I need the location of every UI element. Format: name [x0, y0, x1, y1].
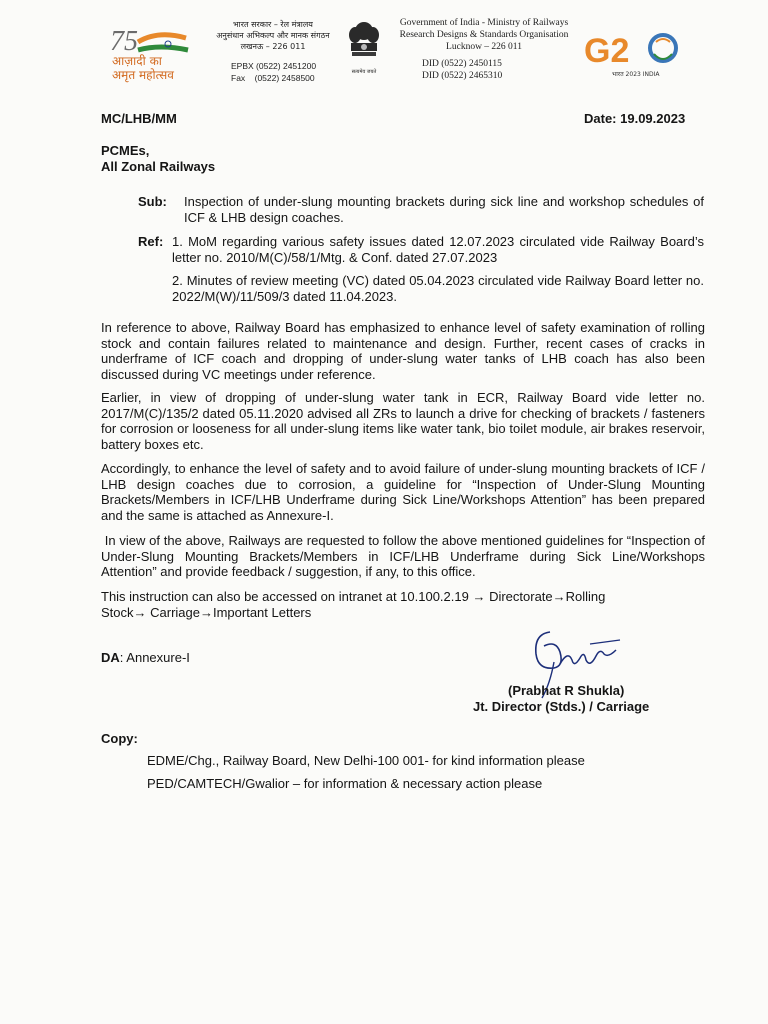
intranet-line-2: Stock→ Carriage→Important Letters — [101, 605, 312, 620]
da-label: DA — [101, 650, 120, 665]
g20-caption: भारत 2023 INDIA — [612, 71, 660, 78]
fax-number: Fax (0522) 2458500 — [231, 73, 315, 83]
addressee-line-2: All Zonal Railways — [101, 159, 216, 174]
azadi-line-2: अमृत महोत्सव — [112, 68, 174, 82]
english-line-3: Lucknow – 226 011 — [446, 42, 522, 52]
hindi-line-1: भारत सरकार – रेल मंत्रालय — [233, 20, 313, 29]
english-header — [386, 17, 582, 53]
intranet-line-1: This instruction can also be accessed on intranet at 10.100.2.19 → Directorate→Rolling — [101, 589, 606, 604]
signer-title: Jt. Director (Stds.) / Carriage — [473, 699, 650, 714]
reference-label: Ref: — [138, 234, 164, 249]
da-line — [101, 650, 190, 666]
national-emblem-icon — [346, 19, 382, 81]
hindi-line-3: लखनऊ – 226 011 — [240, 42, 306, 51]
g20-text: G2 — [584, 32, 630, 70]
did-numbers — [422, 58, 552, 82]
azadi-75: 75 — [110, 26, 138, 57]
azadi-line-1: आज़ादी का — [112, 54, 162, 68]
hindi-line-2: अनुसंधान अभिकल्प और मानक संगठन — [216, 31, 330, 40]
copy-line-2: PED/CAMTECH/Gwalior – for information & necessary action please — [147, 776, 543, 791]
english-line-1: Government of India - Ministry of Railways — [399, 18, 569, 28]
addressee-line-1: PCMEs, — [101, 143, 150, 158]
reference-item-2: 2. Minutes of review meeting (VC) dated 05.04.2023 circulated vide Railway Board letter no. 2022/M(W)/11/509/3 dated 11.04.2023. — [172, 273, 704, 304]
hindi-header — [203, 19, 343, 52]
paragraph-2: Earlier, in view of dropping of under-slung water tank in ECR, Railway Board vide letter no. 2017/M(C)/135/2 dated 05.11.2020 advised all ZRs to launch a drive for checking of brackets / fasteners for corrosion or looseness for all under-slung items like water tank, bio toilet module, air brakes reservoir, battery boxes etc. — [101, 390, 705, 452]
reference-number: MC/LHB/MM — [101, 111, 177, 126]
reference-item-1: 1. MoM regarding various safety issues dated 12.07.2023 circulated vide Railway Board’s letter no. 2010/M(C)/58/1/Mtg. & Conf. dated 27.07.2023 — [172, 234, 704, 265]
paragraph-1: In reference to above, Railway Board has emphasized to enhance level of safety examination of rolling stock and contain failures related to maintenance and design. Further, recent cases of cracks in underframe of ICF coach and dropping of under-slung water tanks of LHB coach has also been discussed during VC meetings under reference. — [101, 320, 705, 382]
copy-label: Copy: — [101, 731, 138, 746]
paragraph-4: In view of the above, Railways are requested to follow the above mentioned guidelines for “Inspection of Under-Slung Mounting Brackets/Members in ICF/LHB Underframe during Sick Line/Workshops Attention” and provide feedback / suggestion, if any, to this office. — [101, 533, 709, 579]
letter-date: Date: 19.09.2023 — [584, 111, 686, 126]
subject-text: Inspection of under-slung mounting brackets during sick line and workshop schedules of ICF & LHB design coaches. — [184, 194, 704, 225]
emblem-caption: सत्यमेव जयते — [351, 69, 377, 75]
english-line-2: Research Designs & Standards Organisation — [399, 30, 569, 40]
did-line-2: DID (0522) 2465310 — [422, 71, 503, 81]
epbx-number: EPBX (0522) 2451200 — [231, 61, 317, 71]
g20-logo — [584, 24, 694, 84]
copy-line-1: EDME/Chg., Railway Board, New Delhi-100 001- for kind information please — [147, 753, 585, 768]
did-line-1: DID (0522) 2450115 — [422, 59, 502, 69]
da-text: : Annexure-I — [119, 650, 190, 665]
subject-label: Sub: — [138, 194, 167, 209]
paragraph-3: Accordingly, to enhance the level of safety and to avoid failure of under-slung mounting brackets of ICF / LHB design coaches due to corrosion, a guideline for “Inspection of Under-Slung Mounting Brackets/Members in ICF/LHB Underframe during Sick Line/Workshops Attention” has been prepared and the same is attached as Annexure-I. — [101, 461, 705, 523]
signer-name: (Prabhat R Shukla) — [508, 683, 625, 698]
